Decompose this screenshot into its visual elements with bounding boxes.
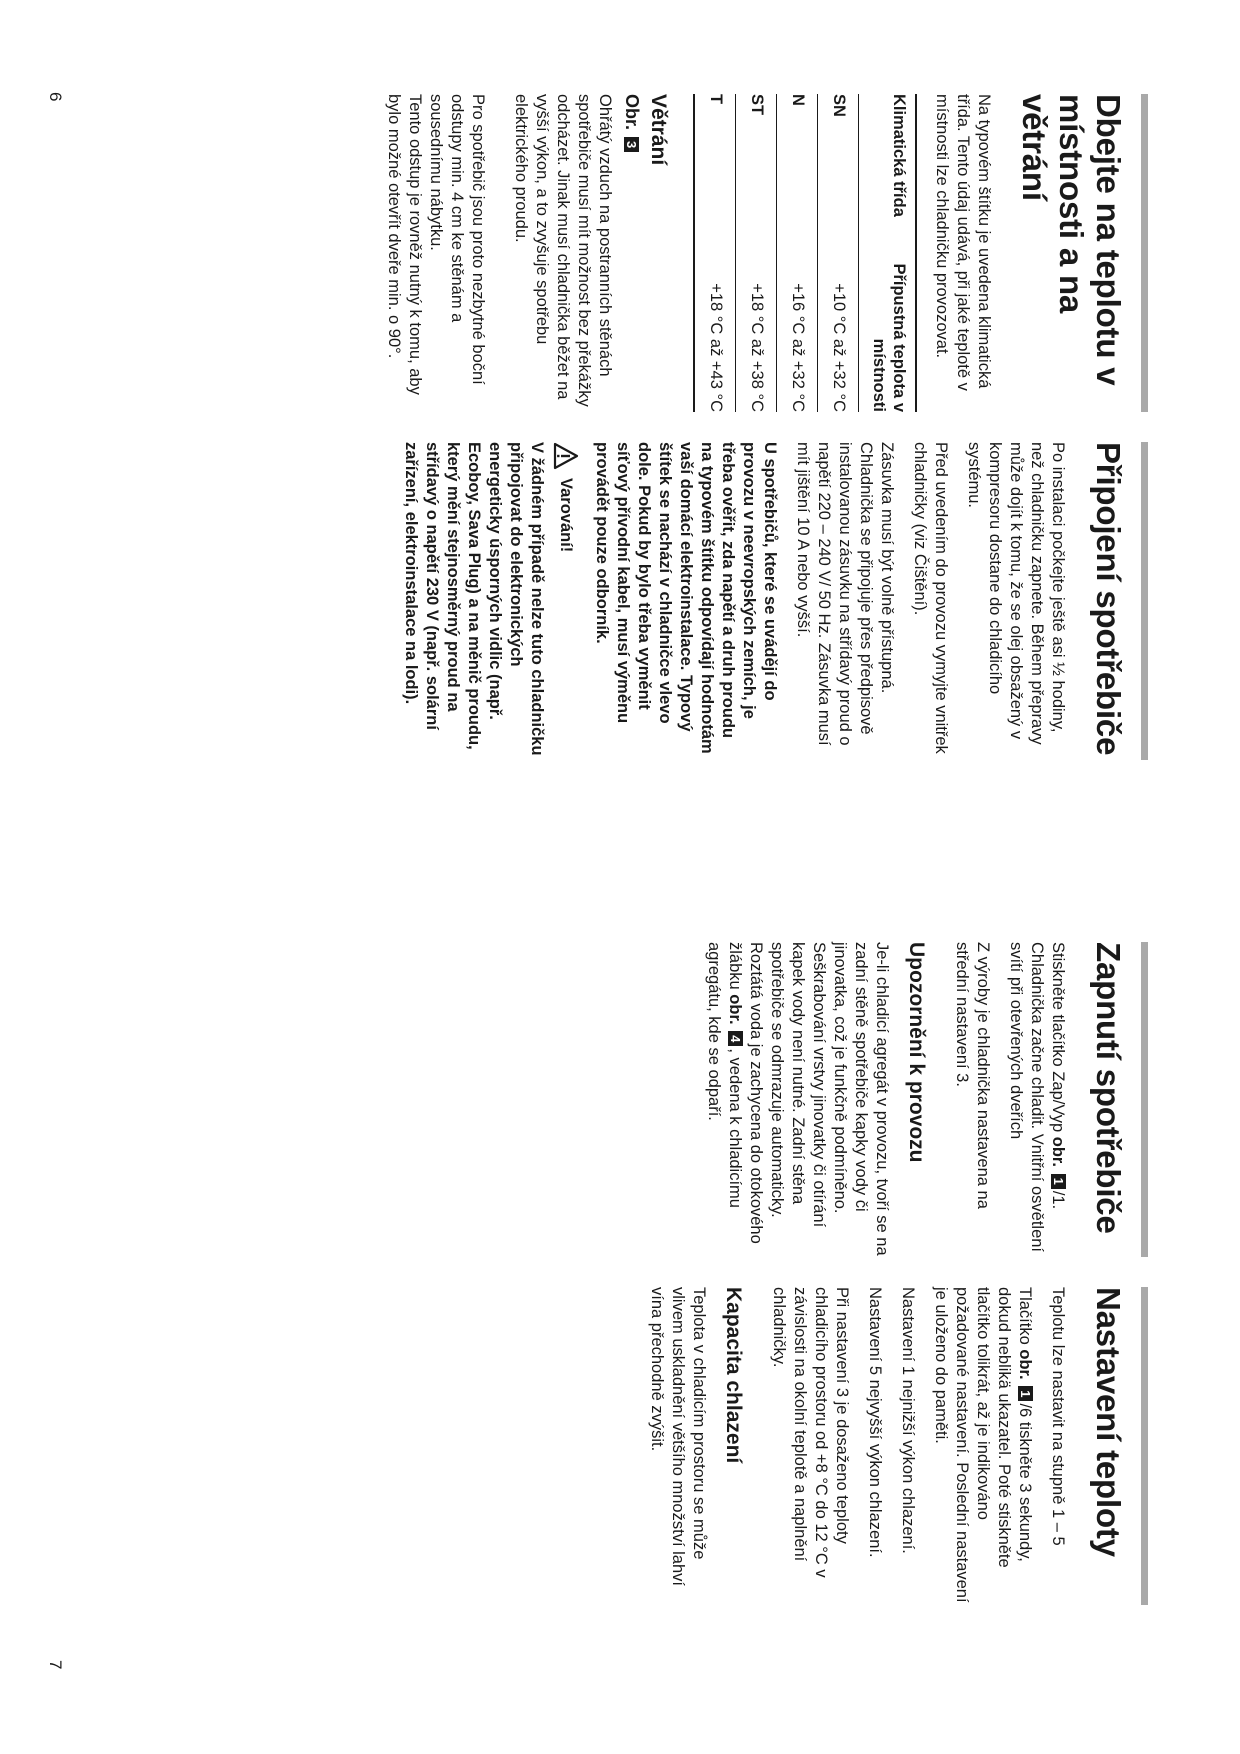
table-cell-class: T xyxy=(694,94,736,234)
section-bar xyxy=(1090,442,1148,760)
warning-heading xyxy=(553,442,579,760)
switch-on-text xyxy=(1005,942,1068,1257)
door-clearance-text: Tento odstup je rovněž nutný k tomu, aby bylo možné otevřít dveře min. o 90°. xyxy=(385,94,424,395)
table-cell-temperature: +10 °C až +32 °C xyxy=(818,234,859,412)
text-part: /1. Chladnička začne chladit. Vnitřní osvětlení svítí při otevřených dveřích xyxy=(1007,942,1067,1253)
section-title: Připojení spotřebiče xyxy=(1090,442,1127,756)
figure-number-badge: 3 xyxy=(624,137,639,152)
figure-reference xyxy=(621,94,642,412)
warning-title: Varování! xyxy=(557,478,576,553)
non-eu-text: U spotřebičů, které se uvádějí do provozu v neevropských zemích, je třeba ověřit, zda napětí a druh proudu na typovém štítku odpovídají hodnotám vaší domácí elektroinstalace. Typový štítek se nachází v chladničce vlevo dole. Pokud by bylo třeba vyměnit síťový přívodní kabel, musí výměnu provádět pouze odborník. xyxy=(593,442,779,754)
ventilation-heading: Větrání xyxy=(647,94,670,166)
column-room-temperature xyxy=(371,94,1148,412)
figure-number-badge: 1 xyxy=(1051,1174,1066,1189)
button-text xyxy=(930,1287,1035,1605)
intro-text: Na typovém štítku je uvedena klimatická třída. Tento údaj udává, při jaké teplotě v místnosti lze chladničku provozovat. xyxy=(933,94,993,391)
setting-5-text: Nastavení 5 nejvyšší výkon chlazení. xyxy=(866,1287,884,1558)
table-row xyxy=(694,94,736,412)
table-header-class: Klimatická třída xyxy=(859,94,917,234)
text-part: Je-li chladicí agregát v provozu, tvoří se na zadní stěně spotřebiče kapky vody či jinovatka, což je funkčně podmíněno. Seškrabování vrstvy jinovatky či otírání kapek vody není nutné. Zadní stěna spotřebiče se odmrazuje automaticky. Roztátá voda je zachycena do otokového žlábku xyxy=(726,942,891,1256)
table-cell-temperature: +16 °C až +32 °C xyxy=(777,234,818,412)
figure-prefix: obr. xyxy=(1016,1349,1034,1380)
operation-notes-text xyxy=(703,942,892,1257)
section-title: Dbejte na teplotu v místnosti a na větrání xyxy=(1016,94,1127,386)
setting-3-text: Při nastavení 3 je dosaženo teploty chladicího prostoru od +8 °C do 12 °C v závislosti na okolní teplotě a naplnění chladničky. xyxy=(770,1287,851,1578)
warning-text: V žádném případě nelze tuto chladničku připojovat do elektronických energeticky úsporných vidlic (např. Ecoboy, Sava Plug) a na měnič proudu, který mění stejnosměrný proud na střídavý o napětí 230 V (např. solární zařízení, elektroinstalace na lodi). xyxy=(402,442,546,756)
table-header-row xyxy=(859,94,917,412)
clean-text: Před uvedením do provozu vymyjte vnitřek chladničky (viz Čištění). xyxy=(911,442,950,754)
cooling-capacity-text: Teplota v chladicím prostoru se může vlivem uskladnění většího množství lahví vína přechodně zvýšit. xyxy=(648,1287,708,1586)
table-row xyxy=(777,94,818,412)
ventilation-text: Ohřátý vzduch na postranních stěnách spotřebiče musí mít možnost bez překážky odcházet. Jinak musí chladnička běžet na vyšší výkon, a to zvyšuje spotřebu elektrického proudu. xyxy=(512,94,614,407)
text-part: Stiskněte tlačítko Zap/Vyp xyxy=(1049,942,1067,1133)
table-row xyxy=(818,94,859,412)
page-number-right: 7 xyxy=(46,1660,65,1670)
operation-notes-heading: Upozornění k provozu xyxy=(905,942,928,1163)
table-header-temperature: Přípustná teplota v místnosti xyxy=(859,234,917,412)
climate-class-table xyxy=(693,94,917,412)
cooling-capacity-heading: Kapacita chlazení xyxy=(722,1287,745,1464)
range-text: Teplotu lze nastavit na stupně 1 – 5 xyxy=(1049,1287,1067,1546)
figure-number-badge: 1 xyxy=(1018,1386,1033,1401)
wait-text: Po instalaci počkejte ještě asi ½ hodiny, než chladničku zapnete. Během přepravy může dojít k tomu, že se olej obsažený v kompresoru dostane do chladicího systému. xyxy=(965,442,1067,745)
figure-prefix: Obr. xyxy=(622,94,642,131)
page-number-left: 6 xyxy=(46,92,65,102)
table-cell-class: SN xyxy=(818,94,859,234)
section-bar xyxy=(1016,94,1148,412)
table-cell-class: N xyxy=(777,94,818,234)
table-cell-temperature: +18 °C až +38 °C xyxy=(736,234,777,412)
warning-icon xyxy=(553,442,579,470)
figure-number-badge: 4 xyxy=(728,1031,743,1046)
table-row xyxy=(736,94,777,412)
column-temperature-setting xyxy=(634,1287,1148,1605)
factory-setting-text: Z výroby je chladnička nastavena na střední nastavení 3. xyxy=(953,942,992,1209)
section-bar xyxy=(1090,1287,1148,1605)
column-connection xyxy=(388,442,1148,760)
section-bar xyxy=(1090,942,1148,1257)
text-part: Tlačítko xyxy=(1016,1287,1034,1345)
table-cell-class: ST xyxy=(736,94,777,234)
section-title: Zapnutí spotřebiče xyxy=(1090,942,1127,1234)
text-part: /6 tiskněte 3 sekundy, dokud neblikä ukazatel. Poté stiskněte tlačítko tolikrát, až je indikováno požadované nastavení. Poslední nastavení je uloženo do paměti. xyxy=(932,1287,1034,1603)
text-part: , vedena k chladicímu agregátu, kde se odpaří. xyxy=(705,942,744,1208)
table-cell-temperature: +18 °C až +43 °C xyxy=(694,234,736,412)
setting-1-text: Nastavení 1 nejnižší výkon chlazení. xyxy=(899,1287,917,1554)
section-title: Nastavení teploty xyxy=(1090,1287,1127,1557)
figure-prefix: obr. xyxy=(726,994,744,1025)
socket-text: Zásuvka musí být volně přístupná. Chladnička se připojuje přes předpisově instalovanou zásuvku na střídavý proud o napětí 220 – 240 V/ 50 Hz. Zásuvka musí mít jištění 10 A nebo vyšší. xyxy=(794,442,896,746)
column-switch-on xyxy=(691,942,1148,1257)
clearance-text: Pro spotřebič jsou proto nezbytné boční odstupy min. 4 cm ke stěnám a sousednímu nábytku. xyxy=(427,94,487,385)
figure-prefix: obr. xyxy=(1049,1136,1067,1168)
